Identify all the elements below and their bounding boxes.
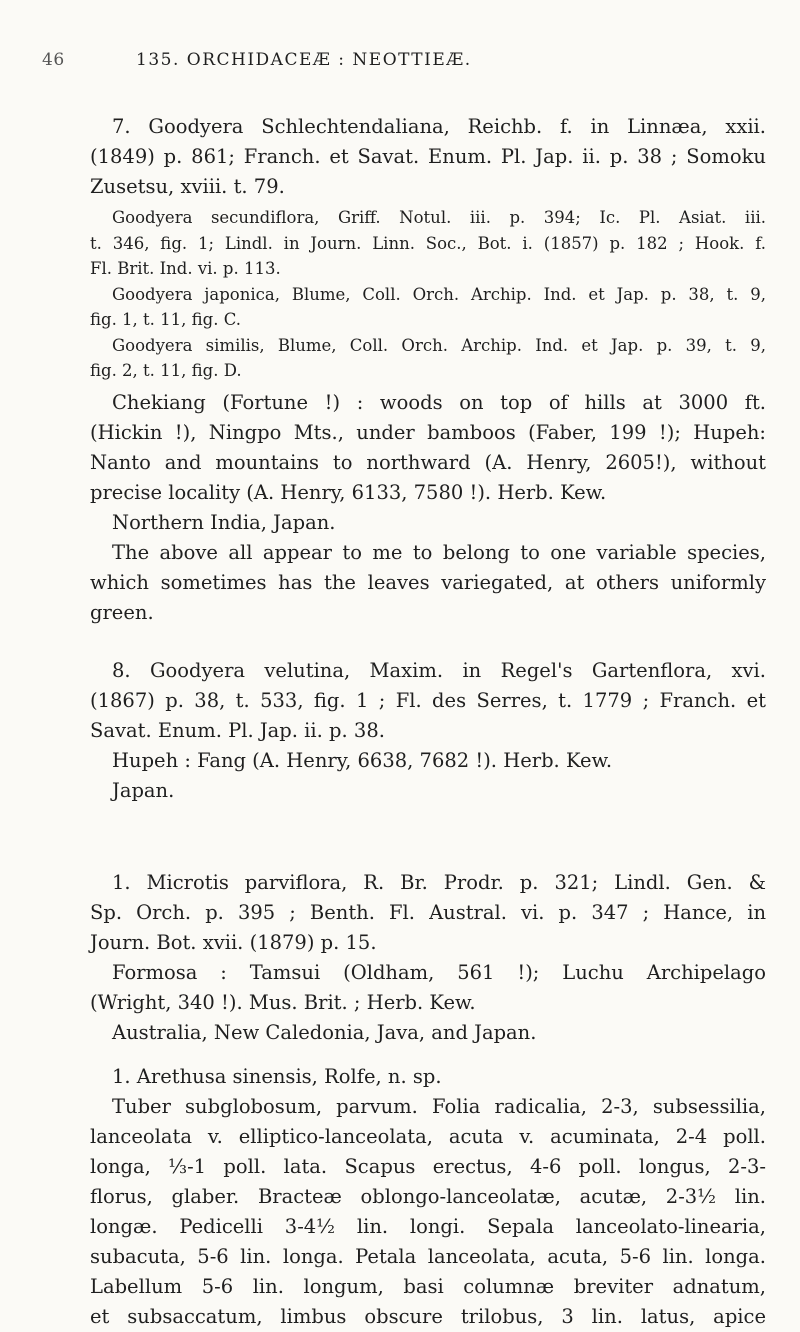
entry-goodyera-schlechtendaliana	[90, 112, 766, 628]
synonym-line: Goodyera secundiflora, Griff. Notul. iii. p. 394; Ic. Pl. Asiat. iii.	[112, 208, 766, 227]
distribution-line: (Hickin !), Ningpo Mts., under bamboos (Faber, 199 !); Hupeh:	[90, 420, 766, 444]
distribution-line: Japan.	[112, 779, 175, 802]
distribution-line: Hupeh : Fang (A. Henry, 6638, 7682 !). Herb. Kew.	[112, 749, 613, 772]
entry-microtis-parviflora	[90, 868, 766, 1048]
entry-citation	[90, 656, 766, 746]
latin-description	[90, 1092, 766, 1332]
citation-line: (1867) p. 38, t. 533, fig. 1 ; Fl. des Serres, t. 1779 ; Franch. et	[90, 689, 766, 712]
citation-line: Journ. Bot. xvii. (1879) p. 15.	[90, 931, 377, 954]
distribution-line: Australia, New Caledonia, Java, and Japan.	[112, 1021, 537, 1044]
distribution-line: Nanto and mountains to northward (A. Henry, 2605!), without	[90, 450, 766, 474]
entry-citation	[90, 1062, 766, 1092]
distribution-text	[90, 746, 766, 806]
note-text	[90, 538, 766, 628]
citation-line: 8. Goodyera velutina, Maxim. in Regel's Gartenflora, xvi.	[112, 659, 766, 682]
citation-line: Sp. Orch. p. 395 ; Benth. Fl. Austral. vi. p. 347 ; Hance, in	[90, 901, 766, 924]
citation-line: Zusetsu, xviii. t. 79.	[90, 175, 285, 198]
distribution-text	[90, 958, 766, 1048]
synonym-block	[90, 205, 766, 384]
synonym-line: t. 346, fig. 1; Lindl. in Journ. Linn. Soc., Bot. i. (1857) p. 182 ; Hook. f.	[90, 233, 766, 253]
entry-goodyera-velutina	[90, 656, 766, 806]
citation-line: (1849) p. 861; Franch. et Savat. Enum. Pl. Jap. ii. p. 38 ; Somoku	[90, 145, 766, 168]
description-line: longæ. Pedicelli 3-4½ lin. longi. Sepala lanceolato-linearia,	[90, 1215, 766, 1238]
distribution-line: Formosa : Tamsui (Oldham, 561 !); Luchu Archipelago	[112, 961, 766, 984]
synonym-line: fig. 1, t. 11, fig. C.	[90, 310, 241, 329]
description-line: et subsaccatum, limbus obscure trilobus, 3 lin. latus, apice	[90, 1305, 766, 1328]
distribution-line: Chekiang (Fortune !) : woods on top of hills at 3000 ft.	[112, 390, 766, 414]
page-number: 46	[42, 50, 65, 70]
synonym-line: Fl. Brit. Ind. vi. p. 113.	[90, 259, 281, 278]
entry-citation	[90, 112, 766, 202]
distribution-line: Northern India, Japan.	[112, 510, 336, 534]
distribution-line: precise locality (A. Henry, 6133, 7580 !). Herb. Kew.	[90, 480, 607, 504]
entry-citation	[90, 868, 766, 958]
entry-arethusa-sinensis	[90, 1062, 766, 1332]
note-line: The above all appear to me to belong to one variable species,	[112, 540, 766, 564]
description-line: florus, glaber. Bracteæ oblongo-lanceolatæ, acutæ, 2-3½ lin.	[90, 1185, 766, 1208]
synonym-line: fig. 2, t. 11, fig. D.	[90, 361, 242, 380]
synonym-line: Goodyera japonica, Blume, Coll. Orch. Archip. Ind. et Jap. p. 38, t. 9,	[112, 284, 766, 304]
description-line: lanceolata v. elliptico-lanceolata, acuta v. acuminata, 2-4 poll.	[90, 1125, 766, 1148]
description-line: Labellum 5-6 lin. longum, basi columnæ breviter adnatum,	[90, 1275, 766, 1298]
citation-line: 7. Goodyera Schlechtendaliana, Reichb. f. in Linnæa, xxii.	[112, 115, 766, 138]
synonym-line: Goodyera similis, Blume, Coll. Orch. Archip. Ind. et Jap. p. 39, t. 9,	[112, 335, 766, 355]
note-line: which sometimes has the leaves variegated, at others uniformly	[90, 570, 766, 594]
citation-line: 1. Microtis parviflora, R. Br. Prodr. p. 321; Lindl. Gen. &	[112, 871, 766, 894]
note-line: green.	[90, 600, 154, 624]
description-line: longa, ⅓-1 poll. lata. Scapus erectus, 4-6 poll. longus, 2-3-	[90, 1155, 766, 1178]
citation-line: 1. Arethusa sinensis, Rolfe, n. sp.	[112, 1065, 442, 1088]
distribution-line: (Wright, 340 !). Mus. Brit. ; Herb. Kew.	[90, 991, 476, 1014]
citation-line: Savat. Enum. Pl. Jap. ii. p. 38.	[90, 719, 385, 742]
section-title: 135. ORCHIDACEÆ : NEOTTIEÆ.	[136, 50, 472, 70]
description-line: Tuber subglobosum, parvum. Folia radicalia, 2-3, subsessilia,	[112, 1095, 766, 1118]
distribution-text	[90, 388, 766, 538]
description-line: subacuta, 5-6 lin. longa. Petala lanceolata, acuta, 5-6 lin. longa.	[90, 1245, 766, 1268]
